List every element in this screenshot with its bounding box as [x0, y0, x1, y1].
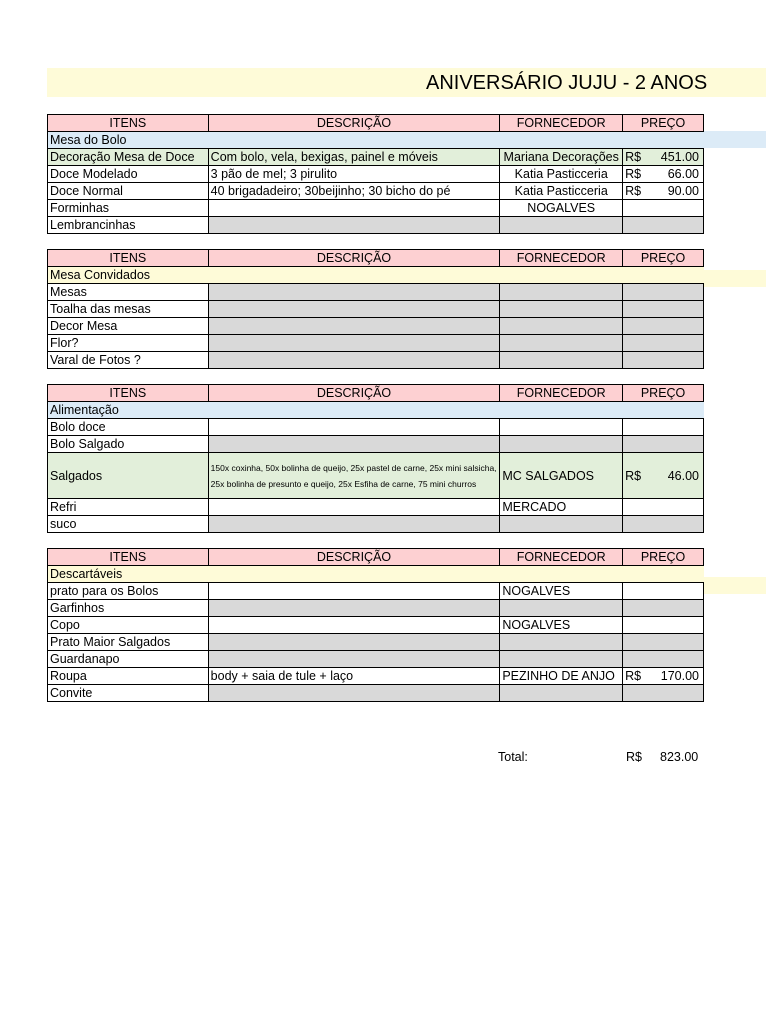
- desc-cell[interactable]: [208, 352, 500, 369]
- header-fornecedor: FORNECEDOR: [500, 250, 623, 267]
- supplier-cell[interactable]: [500, 335, 623, 352]
- table-row[interactable]: [48, 217, 704, 234]
- table-row[interactable]: [48, 600, 704, 617]
- table-row[interactable]: [48, 352, 704, 369]
- supplier-cell[interactable]: NOGALVES: [500, 583, 623, 600]
- header-preco: PREÇO: [623, 549, 704, 566]
- item-cell[interactable]: Lembrancinhas: [48, 217, 209, 234]
- desc-cell[interactable]: 40 brigadadeiro; 30beijinho; 30 bicho do pé: [208, 183, 500, 200]
- desc-cell[interactable]: body + saia de tule + laço: [208, 668, 500, 685]
- header-descricao: DESCRIÇÃO: [208, 549, 500, 566]
- section-title: Mesa Convidados: [48, 267, 704, 284]
- table-row[interactable]: [48, 583, 704, 600]
- section-title: Mesa do Bolo: [48, 132, 704, 149]
- price-cell[interactable]: [623, 583, 704, 600]
- price-cell[interactable]: [623, 685, 704, 702]
- header-descricao: DESCRIÇÃO: [208, 115, 500, 132]
- price-cell[interactable]: [623, 318, 704, 335]
- desc-cell[interactable]: [208, 600, 500, 617]
- table-row[interactable]: [48, 634, 704, 651]
- section-bar-extension: [704, 577, 766, 594]
- currency-symbol: R$: [625, 167, 642, 181]
- desc-cell[interactable]: Com bolo, vela, bexigas, painel e móveis: [208, 149, 500, 166]
- supplier-cell[interactable]: MC SALGADOS: [500, 453, 623, 499]
- table-row[interactable]: [48, 419, 704, 436]
- price-cell[interactable]: [623, 200, 704, 217]
- item-cell[interactable]: Refri: [48, 499, 209, 516]
- header-row: [48, 385, 704, 402]
- item-cell[interactable]: Forminhas: [48, 200, 209, 217]
- supplier-cell[interactable]: [500, 217, 623, 234]
- header-descricao: DESCRIÇÃO: [208, 385, 500, 402]
- header-preco: PREÇO: [623, 385, 704, 402]
- supplier-cell[interactable]: NOGALVES: [500, 617, 623, 634]
- supplier-cell[interactable]: [500, 301, 623, 318]
- supplier-cell[interactable]: NOGALVES: [500, 200, 623, 217]
- item-cell[interactable]: Doce Modelado: [48, 166, 209, 183]
- desc-cell[interactable]: [208, 634, 500, 651]
- table-row[interactable]: [48, 453, 704, 499]
- price-cell[interactable]: [623, 668, 704, 685]
- supplier-cell[interactable]: [500, 436, 623, 453]
- item-cell[interactable]: Decoração Mesa de Doce: [48, 149, 209, 166]
- price-cell[interactable]: [623, 284, 704, 301]
- supplier-cell[interactable]: Katia Pasticceria: [500, 183, 623, 200]
- item-cell[interactable]: Salgados: [48, 453, 209, 499]
- price-value: 46.00: [667, 468, 699, 483]
- item-cell[interactable]: Prato Maior Salgados: [48, 634, 209, 651]
- desc-cell[interactable]: 3 pão de mel; 3 pirulito: [208, 166, 500, 183]
- currency-symbol: R$: [625, 184, 642, 198]
- item-cell[interactable]: Mesas: [48, 284, 209, 301]
- budget-sheet: [47, 114, 704, 702]
- desc-cell[interactable]: 150x coxinha, 50x bolinha de queijo, 25x pastel de carne, 25x mini salsicha, 25x bolinha de presunto e queijo, 25x Esfiha de carne, 75 mini churros: [208, 453, 500, 499]
- price-cell[interactable]: [623, 183, 704, 200]
- price-value: 90.00: [667, 184, 699, 198]
- supplier-cell[interactable]: [500, 352, 623, 369]
- table-row[interactable]: [48, 149, 704, 166]
- supplier-cell[interactable]: [500, 685, 623, 702]
- desc-cell[interactable]: [208, 436, 500, 453]
- price-value: 170.00: [660, 669, 699, 683]
- supplier-cell[interactable]: [500, 600, 623, 617]
- item-cell[interactable]: prato para os Bolos: [48, 583, 209, 600]
- currency-symbol: R$: [625, 468, 642, 483]
- desc-cell[interactable]: [208, 419, 500, 436]
- section-row: [48, 402, 704, 419]
- header-itens: ITENS: [48, 549, 209, 566]
- header-row: [48, 115, 704, 132]
- item-cell[interactable]: Copo: [48, 617, 209, 634]
- desc-cell[interactable]: [208, 284, 500, 301]
- table-row[interactable]: [48, 166, 704, 183]
- desc-cell[interactable]: [208, 200, 500, 217]
- item-cell[interactable]: Decor Mesa: [48, 318, 209, 335]
- header-fornecedor: FORNECEDOR: [500, 549, 623, 566]
- price-cell[interactable]: [623, 651, 704, 668]
- header-fornecedor: FORNECEDOR: [500, 385, 623, 402]
- table-row[interactable]: [48, 183, 704, 200]
- item-cell[interactable]: Bolo doce: [48, 419, 209, 436]
- total-value: 823.00: [660, 750, 699, 764]
- price-cell[interactable]: [623, 436, 704, 453]
- total-currency: R$: [626, 750, 642, 764]
- price-cell[interactable]: [623, 516, 704, 533]
- price-cell[interactable]: [623, 149, 704, 166]
- price-cell[interactable]: [623, 453, 704, 499]
- desc-cell[interactable]: [208, 617, 500, 634]
- header-itens: ITENS: [48, 115, 209, 132]
- price-cell[interactable]: [623, 499, 704, 516]
- supplier-cell[interactable]: [500, 651, 623, 668]
- header-row: [48, 549, 704, 566]
- item-cell[interactable]: Roupa: [48, 668, 209, 685]
- item-cell[interactable]: suco: [48, 516, 209, 533]
- table-row[interactable]: [48, 516, 704, 533]
- item-cell[interactable]: Convite: [48, 685, 209, 702]
- desc-cell[interactable]: [208, 301, 500, 318]
- item-cell[interactable]: Bolo Salgado: [48, 436, 209, 453]
- item-cell[interactable]: Toalha das mesas: [48, 301, 209, 318]
- header-fornecedor: FORNECEDOR: [500, 115, 623, 132]
- desc-cell[interactable]: [208, 217, 500, 234]
- header-row: [48, 250, 704, 267]
- table-row[interactable]: [48, 651, 704, 668]
- header-preco: PREÇO: [623, 250, 704, 267]
- price-cell[interactable]: [623, 419, 704, 436]
- price-cell[interactable]: [623, 335, 704, 352]
- supplier-cell[interactable]: [500, 284, 623, 301]
- currency-symbol: R$: [625, 150, 642, 164]
- price-value: 66.00: [667, 167, 699, 181]
- total-label: Total:: [498, 750, 528, 764]
- desc-cell[interactable]: [208, 651, 500, 668]
- item-cell[interactable]: Varal de Fotos ?: [48, 352, 209, 369]
- price-cell[interactable]: [623, 352, 704, 369]
- supplier-cell[interactable]: [500, 318, 623, 335]
- supplier-cell[interactable]: Mariana Decorações: [500, 149, 623, 166]
- supplier-cell[interactable]: [500, 516, 623, 533]
- page-title: ANIVERSÁRIO JUJU - 2 ANOS: [426, 72, 708, 94]
- table-row[interactable]: [48, 200, 704, 217]
- desc-cell[interactable]: [208, 335, 500, 352]
- item-cell[interactable]: Guardanapo: [48, 651, 209, 668]
- price-cell[interactable]: [623, 301, 704, 318]
- price-cell[interactable]: [623, 217, 704, 234]
- table-row[interactable]: [48, 685, 704, 702]
- desc-cell[interactable]: [208, 318, 500, 335]
- section-bar-extension: [704, 131, 766, 148]
- table-row[interactable]: [48, 668, 704, 685]
- section-row: [48, 566, 704, 583]
- section-title: Alimentação: [48, 402, 704, 419]
- desc-cell[interactable]: [208, 499, 500, 516]
- price-cell[interactable]: [623, 166, 704, 183]
- price-cell[interactable]: [623, 600, 704, 617]
- price-cell[interactable]: [623, 617, 704, 634]
- supplier-cell[interactable]: [500, 634, 623, 651]
- price-value: 451.00: [660, 150, 699, 164]
- table-row[interactable]: [48, 318, 704, 335]
- supplier-cell[interactable]: [500, 419, 623, 436]
- desc-cell[interactable]: [208, 583, 500, 600]
- desc-cell[interactable]: [208, 516, 500, 533]
- table-row[interactable]: [48, 436, 704, 453]
- section-row: [48, 132, 704, 149]
- supplier-cell[interactable]: MERCADO: [500, 499, 623, 516]
- supplier-cell[interactable]: Katia Pasticceria: [500, 166, 623, 183]
- section-title: Descartáveis: [48, 566, 704, 583]
- table-row[interactable]: [48, 284, 704, 301]
- desc-cell[interactable]: [208, 685, 500, 702]
- supplier-cell[interactable]: PEZINHO DE ANJO: [500, 668, 623, 685]
- table-row[interactable]: [48, 617, 704, 634]
- item-cell[interactable]: Doce Normal: [48, 183, 209, 200]
- table-row[interactable]: [48, 499, 704, 516]
- header-preco: PREÇO: [623, 115, 704, 132]
- table-row[interactable]: [48, 335, 704, 352]
- header-descricao: DESCRIÇÃO: [208, 250, 500, 267]
- table-row[interactable]: [48, 301, 704, 318]
- section-bar-extension: [704, 270, 766, 287]
- item-cell[interactable]: Flor?: [48, 335, 209, 352]
- currency-symbol: R$: [625, 669, 642, 683]
- header-itens: ITENS: [48, 250, 209, 267]
- item-cell[interactable]: Garfinhos: [48, 600, 209, 617]
- price-cell[interactable]: [623, 634, 704, 651]
- section-row: [48, 267, 704, 284]
- header-itens: ITENS: [48, 385, 209, 402]
